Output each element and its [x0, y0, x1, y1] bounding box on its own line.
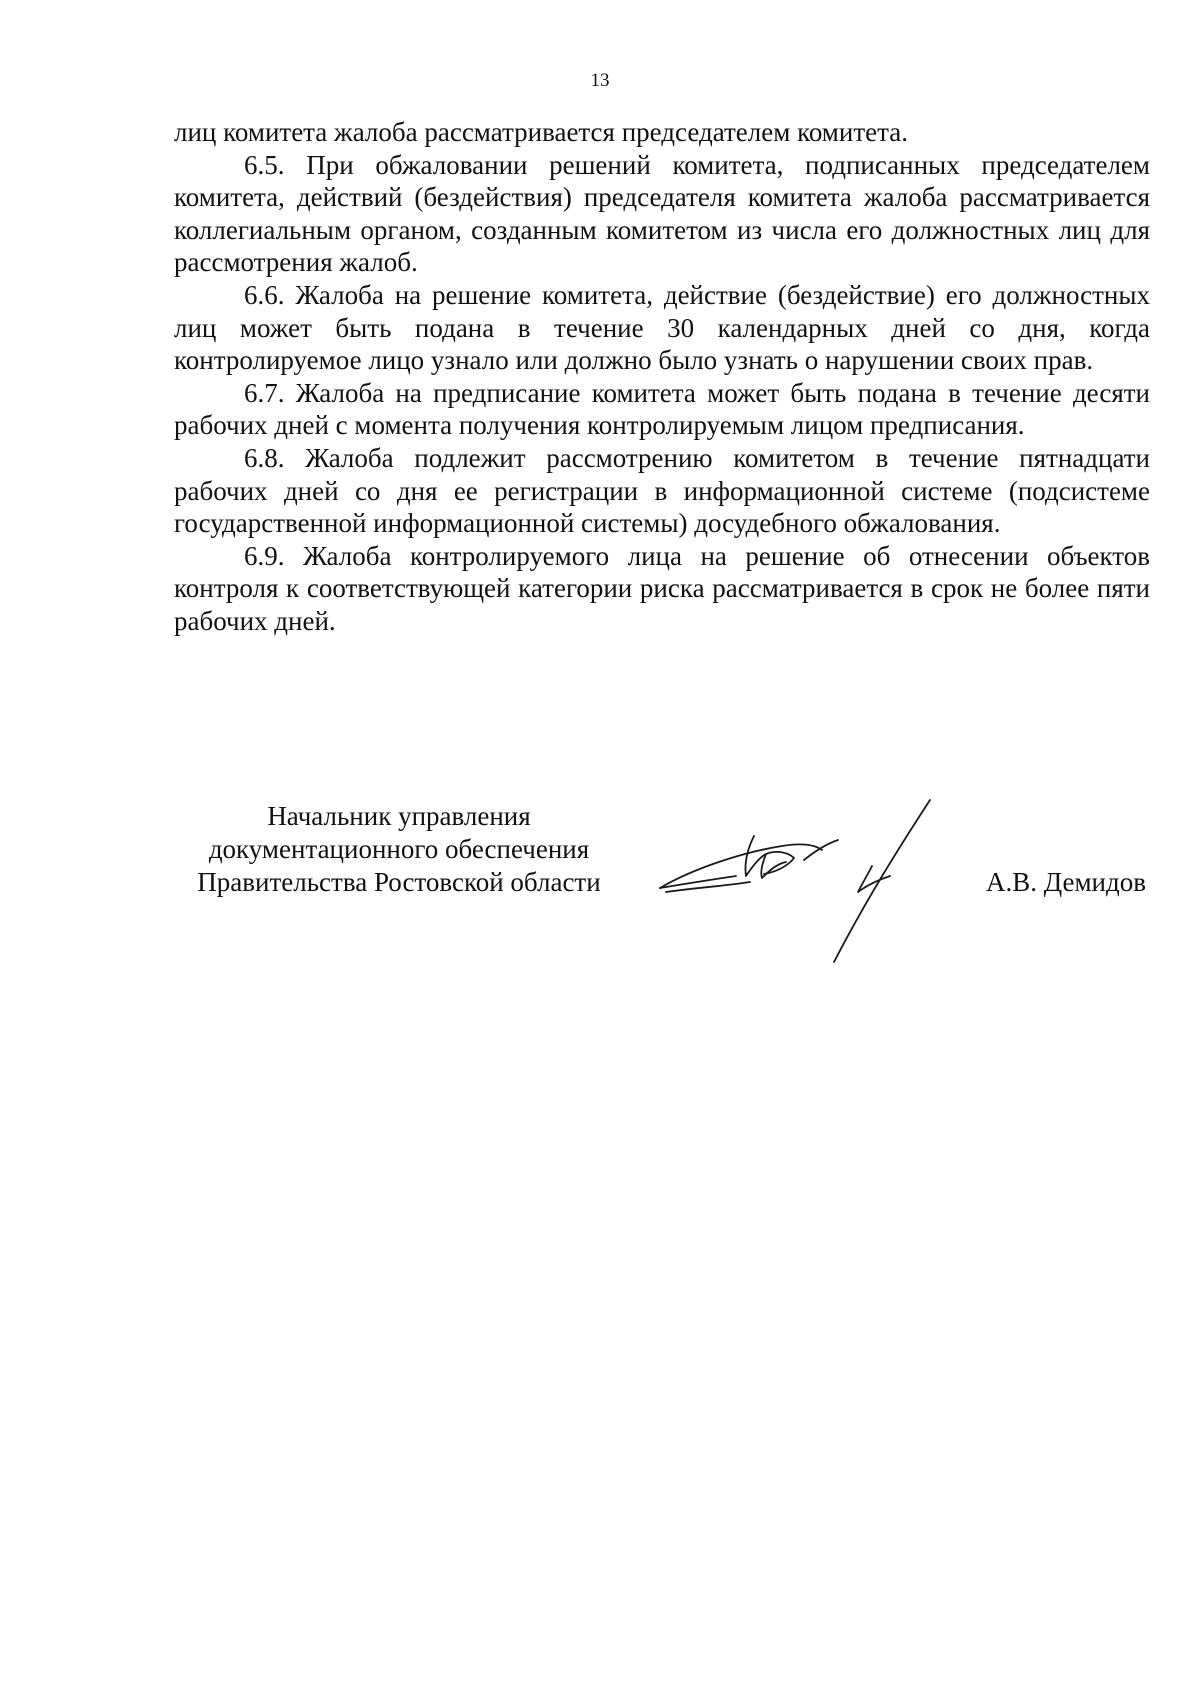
paragraph-6-8: 6.8. Жалоба подлежит рассмотрению комитетом в течение пятнадцати рабочих дней со дня ее регистрации в информационной системе (подсистеме государственной информационной системы) досудебного обжалования.	[174, 442, 1150, 539]
paragraph-6-7: 6.7. Жалоба на предписание комитета может быть подана в течение десяти рабочих дней с момента получения контролируемым лицом предписания.	[174, 377, 1150, 441]
paragraph-6-5: 6.5. При обжаловании решений комитета, подписанных председателем комитета, действий (бездействия) председателя комитета жалоба рассматривается коллегиальным органом, созданным комитетом из числа его должностных лиц для рассмотрения жалоб.	[174, 149, 1150, 278]
signer-title-line: Правительства Ростовской области	[197, 867, 601, 897]
signer-title-line: Начальник управления	[267, 801, 531, 831]
document-body	[174, 116, 1150, 638]
page-number: 13	[590, 70, 610, 91]
handwritten-signature	[654, 796, 944, 966]
signer-name: А.В. Демидов	[985, 867, 1146, 897]
signer-title	[174, 800, 624, 899]
paragraph-6-9: 6.9. Жалоба контролируемого лица на решение об отнесении объектов контроля к соответствующей категории риска рассматривается в срок не более пяти рабочих дней.	[174, 540, 1150, 636]
paragraph-continuation: лиц комитета жалоба рассматривается председателем комитета.	[174, 117, 908, 147]
signature-block	[174, 800, 1150, 980]
signer-title-line: документационного обеспечения	[208, 834, 590, 864]
paragraph-6-6: 6.6. Жалоба на решение комитета, действие (бездействие) его должностных лиц может быть подана в течение 30 календарных дней со дня, когда контролируемое лицо узнало или должно было узнать о нарушении своих прав.	[174, 279, 1150, 376]
